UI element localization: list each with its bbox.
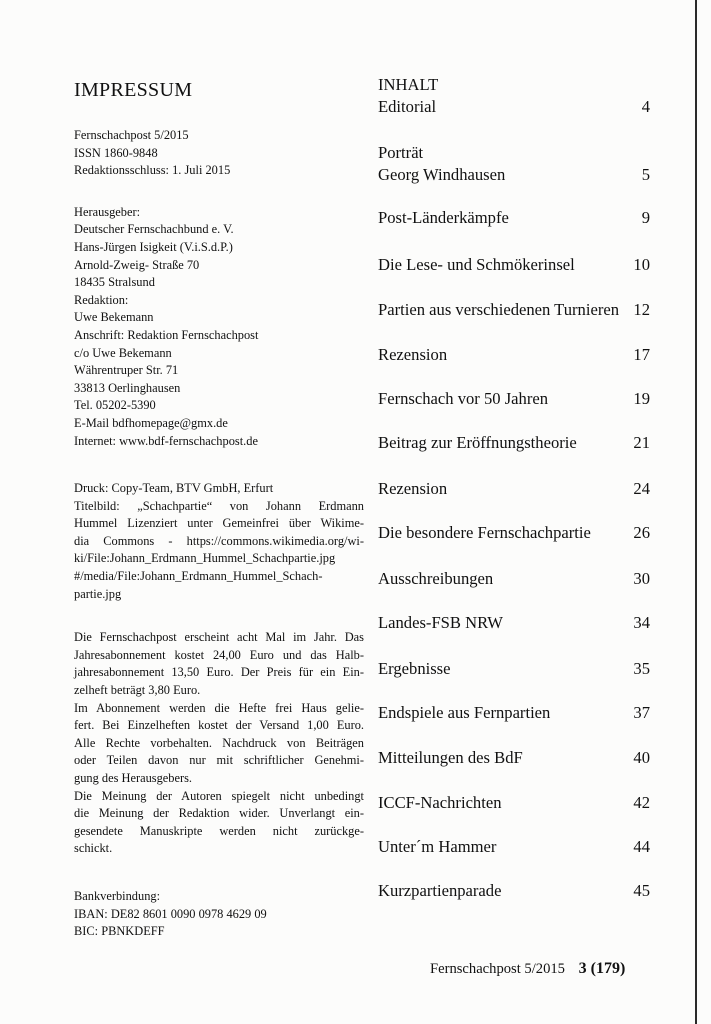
toc-entry-title: ICCF-Nachrichten <box>378 793 502 812</box>
impressum-line: Redaktion: <box>74 292 129 307</box>
toc-entry-page: 30 <box>633 569 650 588</box>
toc-entry-page: 26 <box>633 523 650 542</box>
impressum-line: Hans-Jürgen Isigkeit (V.i.S.d.P.) <box>74 239 233 254</box>
toc-entry-page: 17 <box>633 345 650 364</box>
print-info <box>74 480 364 603</box>
impressum-line: Bankverbindung: <box>74 888 161 903</box>
impressum-line: partie.jpg <box>74 586 122 601</box>
toc-entry-title: Rezension <box>378 345 448 364</box>
toc-entry-title: Mitteilungen des BdF <box>378 748 523 767</box>
toc-entry-title: Porträt <box>378 143 424 162</box>
toc-entry-page: 45 <box>633 881 650 900</box>
toc-entry-page: 12 <box>633 300 650 319</box>
toc-entry-page: 42 <box>633 793 650 812</box>
toc-entry-title: Post-Länderkämpfe <box>378 208 509 227</box>
toc-entry-page: 35 <box>633 659 650 678</box>
toc-entry-title: Editorial <box>378 97 437 116</box>
impressum-title: IMPRESSUM <box>74 79 193 101</box>
publisher-info <box>74 204 364 450</box>
toc-entry-page: 24 <box>633 479 650 498</box>
impressum-line: 18435 Stralsund <box>74 275 155 290</box>
impressum-line: Internet: www.bdf-fernschachpost.de <box>74 433 258 448</box>
toc-entry-title: Ergebnisse <box>378 659 451 678</box>
impressum-line: Deutscher Fernschachbund e. V. <box>74 222 234 237</box>
impressum-line: IBAN: DE82 8601 0090 0978 4629 09 <box>74 906 267 921</box>
impressum-line: ki/File:Johann_Erdmann_Hummel_Schachpartie.jpg <box>74 551 336 566</box>
toc-entry-page: 44 <box>633 837 650 856</box>
impressum-line: Hummel Lizenziert unter Gemeinfrei über Wikime- <box>74 516 364 531</box>
toc-entry-page: 10 <box>633 255 650 274</box>
inhalt-column <box>378 74 652 900</box>
impressum-line: die Meinung der Redaktion wider. Unverlangt ein- <box>74 806 364 821</box>
impressum-line: jahresabonnement 13,50 Euro. Der Preis für ein Ein- <box>74 665 364 680</box>
toc-entry-title: Ausschreibungen <box>378 569 494 588</box>
impressum-line: oder Teilen davon nur mit schriftlicher Genehmi- <box>74 753 364 768</box>
impressum-line: Fernschachpost 5/2015 <box>74 128 189 142</box>
toc-entry-title: Landes-FSB NRW <box>378 613 503 632</box>
toc-entry-title: Die Lese- und Schmökerinsel <box>378 255 575 274</box>
impressum-line: E-Mail bdfhomepage@gmx.de <box>74 415 228 430</box>
impressum-line: Uwe Bekemann <box>74 310 154 325</box>
impressum-line: Redaktionsschluss: 1. Juli 2015 <box>74 163 231 178</box>
page-edge <box>695 0 697 1024</box>
impressum-line: Währentruper Str. 71 <box>74 363 179 378</box>
page-footer <box>430 960 625 978</box>
subscription-info <box>74 629 364 858</box>
impressum-line: Druck: Copy-Team, BTV GmbH, Erfurt <box>74 481 274 496</box>
bank-info <box>74 888 364 941</box>
toc-entry-title: Fernschach vor 50 Jahren <box>378 389 549 408</box>
impressum-line: Anschrift: Redaktion Fernschachpost <box>74 327 259 342</box>
impressum-line: Die Fernschachpost erscheint acht Mal im Jahr. Das <box>74 630 364 645</box>
toc-entry-page: 19 <box>633 389 650 408</box>
toc-entry-title: Beitrag zur Eröffnungstheorie <box>378 433 577 452</box>
toc-entry-page: 34 <box>633 613 650 632</box>
impressum-line: ISSN 1860-9848 <box>74 145 158 160</box>
toc-entry-title: Rezension <box>378 479 448 498</box>
toc-entry-page: 9 <box>641 208 650 227</box>
impressum-line: c/o Uwe Bekemann <box>74 345 172 360</box>
impressum-line: zelheft beträgt 3,80 Euro. <box>74 683 201 698</box>
impressum-line: dia Commons - https://commons.wikimedia.org/wi- <box>74 533 364 548</box>
impressum-line: BIC: PBNKDEFF <box>74 924 165 939</box>
impressum-line: Alle Rechte vorbehalten. Nachdruck von Beiträgen <box>74 735 364 750</box>
impressum-line: Im Abonnement werden die Hefte frei Haus gelie- <box>74 700 364 715</box>
toc-entry-page: 37 <box>633 703 650 722</box>
toc-entry-title: Die besondere Fernschachpartie <box>378 523 591 542</box>
toc-entry-title: Georg Windhausen <box>378 165 506 184</box>
impressum-line: Herausgeber: <box>74 204 141 219</box>
impressum-line: schickt. <box>74 841 113 856</box>
footer-magazine: Fernschachpost 5/2015 <box>430 961 565 977</box>
impressum-line: gung des Herausgebers. <box>74 771 193 785</box>
impressum-line: fert. Bei Einzelheften kostet der Versand 1,00 Euro. <box>74 718 364 733</box>
toc-entry-title: Kurzpartienparade <box>378 881 502 900</box>
toc-entry-page: 40 <box>633 748 650 767</box>
footer-page-number: 3 (179) <box>578 960 626 977</box>
toc-entry-page: 4 <box>641 97 650 116</box>
impressum-line: #/media/File:Johann_Erdmann_Hummel_Schach- <box>74 569 323 584</box>
impressum-column <box>74 78 364 941</box>
publication-info <box>74 127 364 180</box>
toc-entry-page: 5 <box>641 165 650 184</box>
toc-entry-title: Partien aus verschiedenen Turnieren <box>378 300 620 319</box>
toc-entry-title: Unter´m Hammer <box>378 837 497 856</box>
impressum-line: Die Meinung der Autoren spiegelt nicht unbedingt <box>74 788 364 803</box>
impressum-line: Titelbild: „Schachpartie“ von Johann Erdmann <box>74 498 364 513</box>
impressum-line: Jahresabonnement kostet 24,00 Euro und das Halb- <box>74 647 364 662</box>
impressum-line: Arnold-Zweig- Straße 70 <box>74 257 200 272</box>
inhalt-title: INHALT <box>378 75 439 94</box>
impressum-line: 33813 Oerlinghausen <box>74 380 181 395</box>
toc-entry-title: Endspiele aus Fernpartien <box>378 703 551 722</box>
toc-entry-page: 21 <box>633 433 650 452</box>
impressum-line: gesendete Manuskripte werden nicht zurückge- <box>74 823 364 838</box>
impressum-line: Tel. 05202-5390 <box>74 398 156 413</box>
